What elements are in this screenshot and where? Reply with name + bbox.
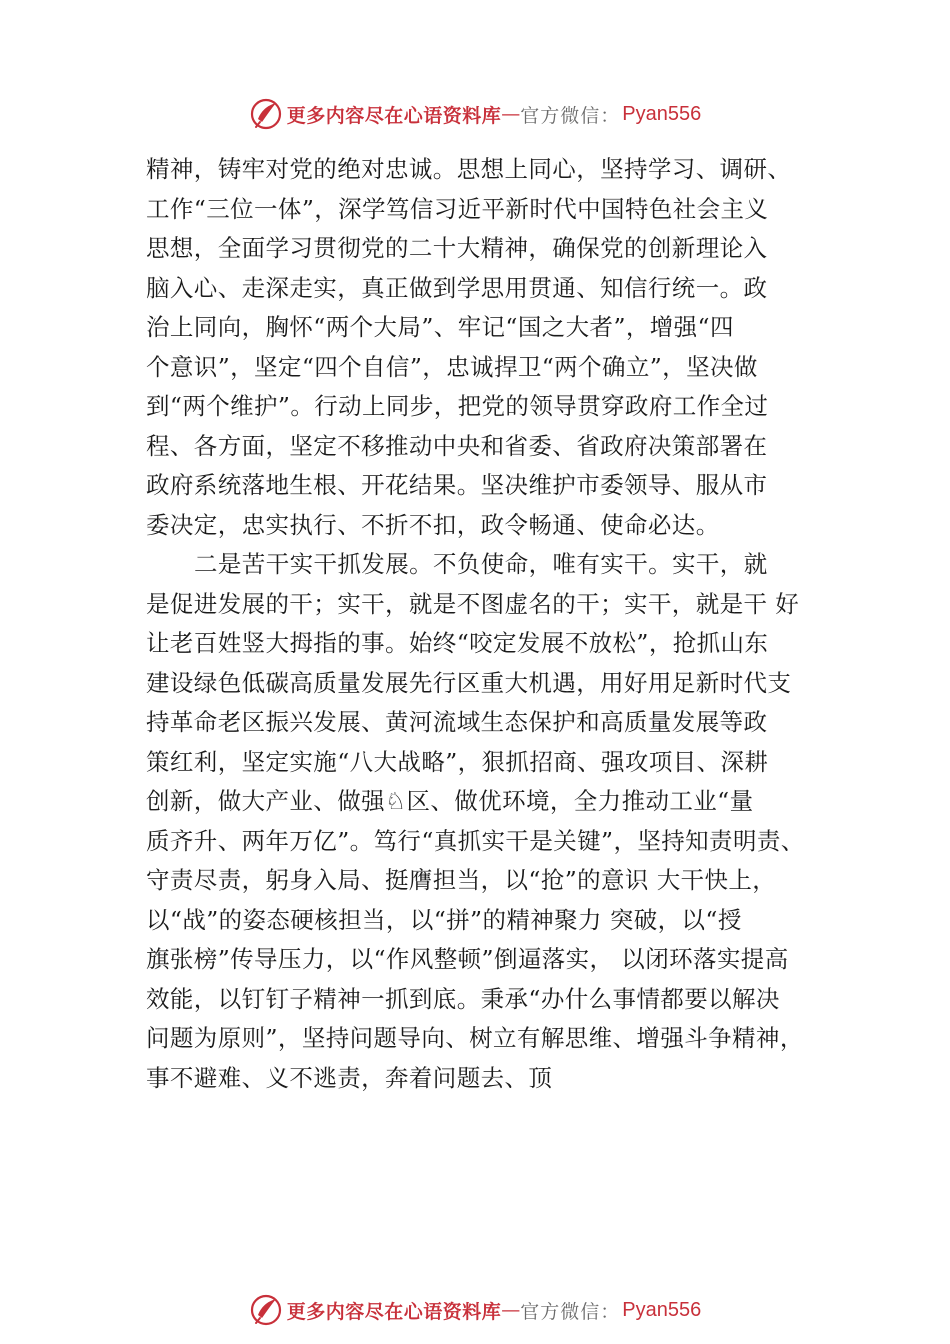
text-line: 旗张榜”传导压力，以“作风整顿”倒逼落实， 以闭环落实提高 <box>146 945 789 973</box>
text-line: 政府系统落地生根、开花结果。坚决维护市委领导、服从市 <box>146 471 768 499</box>
text-line: 思想，全面学习贯彻党的二十大精神，确保党的创新理论入 <box>146 234 768 262</box>
footer-banner <box>0 1290 950 1330</box>
text-line: 让老百姓竖大拇指的事。始终“咬定发展不放松”，抢抓山东 <box>146 629 769 657</box>
footer-brand: 更多内容尽在心语资料库 <box>286 1300 502 1323</box>
text-line: 精神，铸牢对党的绝对忠诚。思想上同心，坚持学习、调研、 <box>146 155 792 183</box>
text-line: 个意识”，坚定“四个自信”，忠诚捍卫“两个确立”，坚决做 <box>146 352 758 381</box>
text-line: 是促进发展的干；实干，就是不图虚名的干；实干，就是干 好 <box>146 589 800 618</box>
text-line: 效能，以钉钉子精神一抓到底。秉承“办什么事情都要以解决 <box>146 984 780 1013</box>
footer-dash: — <box>501 1299 521 1321</box>
text-line: 质齐升、两年万亿”。笃行“真抓实干是关键”，坚持知责明责、 <box>146 826 805 855</box>
brush-seal-icon <box>249 97 283 131</box>
header-banner <box>0 94 950 134</box>
brush-seal-icon <box>249 1293 283 1327</box>
header-brand: 更多内容尽在心语资料库 <box>286 104 502 127</box>
footer-wechat-id: Pyan556 <box>622 1298 702 1321</box>
text-line: 策红利，坚定实施“八大战略”，狠抓招商、强攻项目、深耕 <box>146 747 769 776</box>
paragraph-start-line: 二是苦干实干抓发展。不负使命，唯有实干。实干，就 <box>194 550 768 578</box>
text-line: 工作“三位一体”，深学笃信习近平新时代中国特色社会主义 <box>146 194 769 223</box>
text-line: 持革命老区振兴发展、黄河流域生态保护和高质量发展等政 <box>146 708 768 736</box>
text-line: 治上同向，胸怀“两个大局”、牢记“国之大者”，增强“四 <box>146 313 734 341</box>
text-line: 以“战”的姿态硬核担当，以“拼”的精神聚力 突破，以“授 <box>146 905 742 934</box>
footer-official-label: 官方微信： <box>520 1300 621 1323</box>
text-line: 脑入心、走深走实，真正做到学思用贯通、知信行统一。政 <box>146 273 768 302</box>
text-line: 建设绿色低碳高质量发展先行区重大机遇，用好用足新时代支 <box>146 668 792 697</box>
header-wechat-id: Pyan556 <box>622 102 702 125</box>
header-dash: — <box>501 103 521 125</box>
document-body <box>146 150 816 1098</box>
text-line: 到“两个维护”。行动上同步，把党的领导贯穿政府工作全过 <box>146 392 769 420</box>
text-line: 事不避难、义不逃责，奔着问题去、顶 <box>146 1063 553 1092</box>
text-line: 委决定，忠实执行、不折不扣，政令畅通、使命必达。 <box>146 510 720 539</box>
text-line: 创新，做大产业、做强♘区、做优环境，全力推动工业“量 <box>146 787 754 815</box>
text-line: 守责尽责，躬身入局、挺膺担当，以“抢”的意识 大干快上， <box>146 866 777 894</box>
header-official-label: 官方微信： <box>520 104 621 127</box>
text-line: 程、各方面，坚定不移推动中央和省委、省政府决策部署在 <box>146 431 768 460</box>
text-line: 问题为原则”，坚持问题导向、树立有解思维、增强斗争精神， <box>146 1024 804 1052</box>
